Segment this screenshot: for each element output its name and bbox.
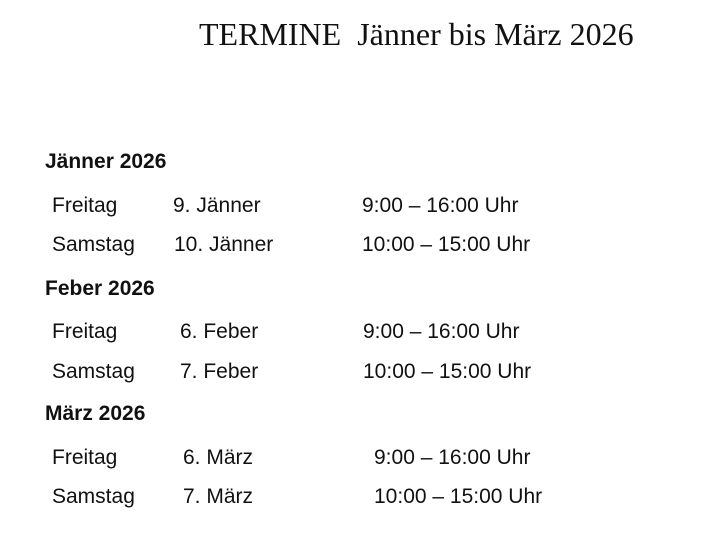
date-label: 7. Feber	[180, 360, 259, 383]
day-label: Samstag	[52, 360, 135, 383]
date-label: 9. Jänner	[173, 194, 261, 217]
time-label: 10:00 – 15:00 Uhr	[363, 360, 532, 383]
month-heading-feber: Feber 2026	[45, 277, 155, 300]
time-label: 9:00 – 16:00 Uhr	[363, 320, 520, 343]
time-label: 10:00 – 15:00 Uhr	[362, 233, 531, 256]
time-label: 9:00 – 16:00 Uhr	[374, 446, 531, 469]
day-label: Freitag	[52, 320, 118, 343]
page-title: TERMINE Jänner bis März 2026	[199, 16, 634, 52]
month-heading-maerz: März 2026	[45, 402, 146, 425]
time-label: 9:00 – 16:00 Uhr	[362, 194, 519, 217]
time-label: 10:00 – 15:00 Uhr	[374, 485, 543, 508]
date-label: 6. März	[183, 446, 254, 469]
day-label: Freitag	[52, 446, 118, 469]
day-label: Samstag	[52, 485, 135, 508]
date-label: 10. Jänner	[174, 233, 274, 256]
date-label: 7. März	[183, 485, 254, 508]
date-label: 6. Feber	[180, 320, 259, 343]
day-label: Samstag	[52, 233, 135, 256]
month-heading-jaenner: Jänner 2026	[45, 150, 167, 173]
day-label: Freitag	[52, 194, 118, 217]
